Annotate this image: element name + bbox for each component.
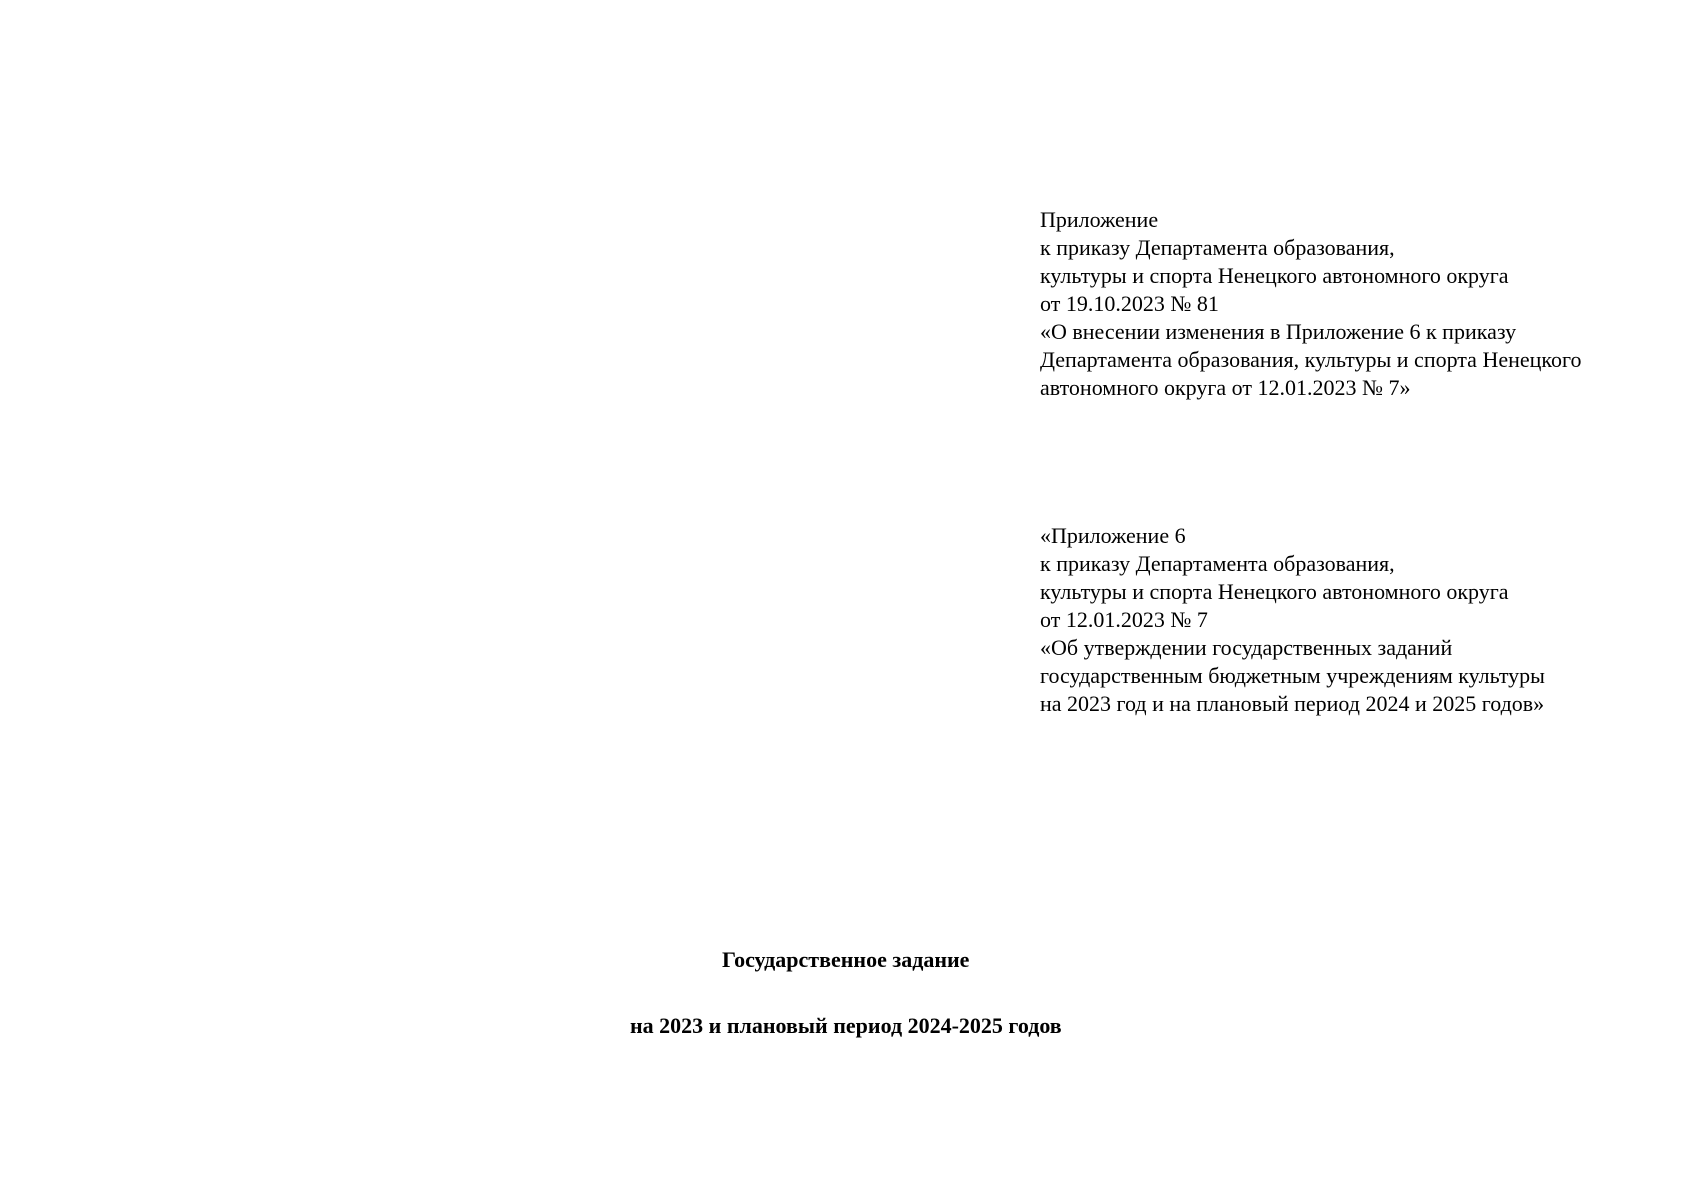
annex-line: «Приложение 6 bbox=[1040, 523, 1186, 548]
annex-line: на 2023 год и на плановый период 2024 и 2025 годов» bbox=[1040, 691, 1545, 716]
annex-header-original bbox=[1040, 522, 1545, 718]
annex-line: от 12.01.2023 № 7 bbox=[1040, 607, 1208, 632]
annex-line: к приказу Департамента образования, bbox=[1040, 235, 1395, 260]
annex-line: культуры и спорта Ненецкого автономного округа bbox=[1040, 579, 1509, 604]
annex-line: «Об утверждении государственных заданий bbox=[1040, 635, 1453, 660]
annex-line: от 19.10.2023 № 81 bbox=[1040, 291, 1219, 316]
annex-header-amendment bbox=[1040, 206, 1581, 402]
annex-line: культуры и спорта Ненецкого автономного округа bbox=[1040, 263, 1509, 288]
annex-line: автономного округа от 12.01.2023 № 7» bbox=[1040, 375, 1411, 400]
document-title: Государственное задание bbox=[722, 947, 970, 972]
document-subtitle-period: на 2023 и плановый период 2024-2025 годов bbox=[630, 1013, 1062, 1038]
annex-line: к приказу Департамента образования, bbox=[1040, 551, 1395, 576]
annex-line: Приложение bbox=[1040, 207, 1159, 232]
annex-line: государственным бюджетным учреждениям культуры bbox=[1040, 663, 1545, 688]
annex-line: «О внесении изменения в Приложение 6 к приказу bbox=[1040, 319, 1517, 344]
annex-line: Департамента образования, культуры и спорта Ненецкого bbox=[1040, 347, 1582, 372]
